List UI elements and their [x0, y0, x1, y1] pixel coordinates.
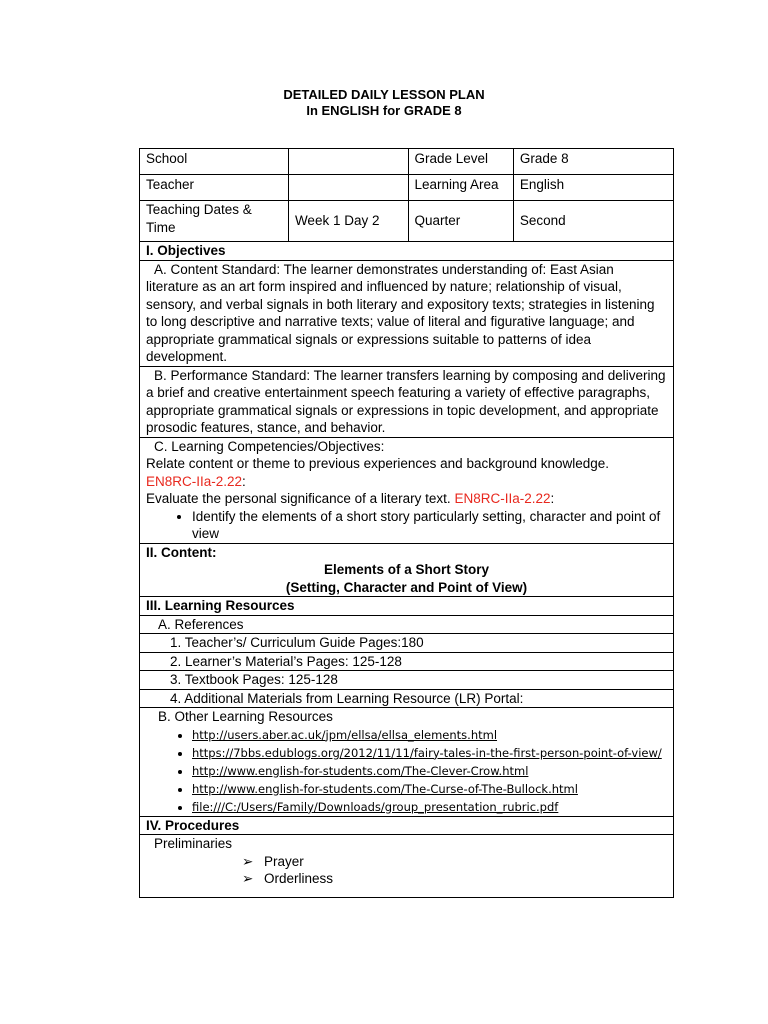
- resource-link-item: [192, 762, 667, 780]
- competencies-row: [140, 437, 674, 543]
- content-standard-row: [140, 260, 674, 366]
- reference-item: 3. Textbook Pages: 125-128: [140, 671, 674, 690]
- references-row: [140, 615, 674, 634]
- procedures-cell: [140, 835, 674, 898]
- objectives-heading: I. Objectives: [140, 242, 674, 261]
- procedures-body-row: [140, 835, 674, 898]
- info-row-dates: [140, 201, 674, 242]
- preliminary-item-label: Prayer: [264, 853, 304, 869]
- competency-2-suffix: :: [550, 491, 555, 506]
- competency-1-code: EN8RC-IIa-2.22: [146, 473, 243, 489]
- competency-1-suffix: :: [242, 473, 246, 489]
- dates-label: Teaching Dates & Time: [140, 201, 289, 242]
- info-row-school: [140, 149, 674, 175]
- resource-link-item: [192, 780, 667, 798]
- competencies-cell: [140, 437, 674, 543]
- reference-item: 1. Teacher’s/ Curriculum Guide Pages:180: [140, 634, 674, 653]
- other-resources-label: B. Other Learning Resources: [158, 709, 333, 724]
- references-label: A. References: [140, 615, 674, 634]
- ref-row-3: [140, 671, 674, 690]
- competencies-heading: C. Learning Competencies/Objectives:: [154, 438, 385, 454]
- content-subtitle: (Setting, Character and Point of View): [285, 579, 528, 595]
- competency-1: [146, 455, 667, 473]
- competency-bullet: • Identify the elements of a short story particularly setting, character and point of view: [192, 508, 667, 543]
- content-standard: A. Content Standard: The learner demonstrates understanding of: East Asian literature as an art form inspired and influenced by nature; relationship of visual, sensory, and verbal signals in both literary and expository texts; strategies in listening to long descriptive and narrative texts; value of literal and figurative language; and appropriate grammatical signals or expressions suitable to patterns of idea development.: [140, 260, 674, 366]
- arrow-bullet-icon: ➢: [242, 853, 254, 869]
- procedures-heading-row: [140, 816, 674, 835]
- quarter-label: Quarter: [408, 201, 513, 242]
- quarter-value: Second: [513, 201, 673, 242]
- competency-1-text: Relate content or theme to previous experiences and background knowledge.: [146, 456, 610, 471]
- content-heading-row: [140, 543, 674, 597]
- content-heading: II. Content:: [146, 544, 217, 560]
- preliminaries-list: [146, 853, 667, 888]
- resource-link-item: [192, 798, 667, 816]
- resources-heading-row: [140, 597, 674, 616]
- other-resources-cell: [140, 708, 674, 817]
- other-resources-row: [140, 708, 674, 817]
- dates-value: Week 1 Day 2: [288, 201, 408, 242]
- competency-2-code: EN8RC-IIa-2.22: [454, 491, 551, 506]
- reference-item: 4. Additional Materials from Learning Resource (LR) Portal:: [140, 689, 674, 708]
- objectives-heading-row: [140, 242, 674, 261]
- preliminary-item: [242, 870, 667, 888]
- content-title: Elements of a Short Story: [323, 562, 490, 577]
- ref-row-2: [140, 652, 674, 671]
- document-title: DETAILED DAILY LESSON PLAN: [283, 87, 485, 102]
- ref-row-1: [140, 634, 674, 653]
- grade-level-value: Grade 8: [513, 149, 673, 175]
- performance-standard-row: [140, 366, 674, 437]
- learning-area-value: English: [513, 175, 673, 201]
- preliminary-item-label: Orderliness: [264, 871, 334, 886]
- resource-link[interactable]: http://www.english-for-students.com/The-Clever-Crow.html: [192, 763, 529, 778]
- competency-1-code-line: [146, 473, 667, 491]
- arrow-bullet-icon: ➢: [242, 871, 254, 886]
- document-subtitle: In ENGLISH for GRADE 8: [306, 103, 462, 118]
- resources-heading: III. Learning Resources: [140, 597, 674, 616]
- resource-link[interactable]: file:///C:/Users/Family/Downloads/group_presentation_rubric.pdf: [192, 799, 559, 814]
- reference-item: 2. Learner’s Material’s Pages: 125-128: [140, 652, 674, 671]
- competency-2: [146, 490, 667, 508]
- competency-2-text: Evaluate the personal significance of a literary text.: [146, 491, 451, 506]
- resource-links: [146, 726, 667, 816]
- competency-bullets: [146, 508, 667, 543]
- ref-row-4: [140, 689, 674, 708]
- procedures-heading: IV. Procedures: [140, 816, 674, 835]
- preliminary-item: [242, 853, 667, 871]
- teacher-label: Teacher: [140, 175, 289, 201]
- resource-link[interactable]: http://users.aber.ac.uk/jpm/ellsa/ellsa_elements.html: [192, 727, 498, 742]
- lesson-plan-table: [139, 148, 674, 898]
- info-row-teacher: [140, 175, 674, 201]
- school-label: School: [140, 149, 289, 175]
- content-cell: [140, 543, 674, 597]
- grade-level-label: Grade Level: [408, 149, 513, 175]
- resource-link[interactable]: https://7bbs.edublogs.org/2012/11/11/fairy-tales-in-the-first-person-point-of-view/: [192, 745, 662, 760]
- learning-area-label: Learning Area: [408, 175, 513, 201]
- resource-link-item: [192, 726, 667, 744]
- resource-link-item: [192, 744, 667, 762]
- preliminaries-label: Preliminaries: [154, 836, 233, 851]
- school-value: [288, 149, 408, 175]
- resource-link[interactable]: http://www.english-for-students.com/The-Curse-of-The-Bullock.html: [192, 781, 578, 796]
- teacher-value: [288, 175, 408, 201]
- performance-standard: B. Performance Standard: The learner transfers learning by composing and delivering a brief and creative entertainment speech featuring a variety of effective paragraphs, appropriate grammatical signals or expressions in topic development, and appropriate prosodic features, stance, and behavior.: [140, 366, 674, 437]
